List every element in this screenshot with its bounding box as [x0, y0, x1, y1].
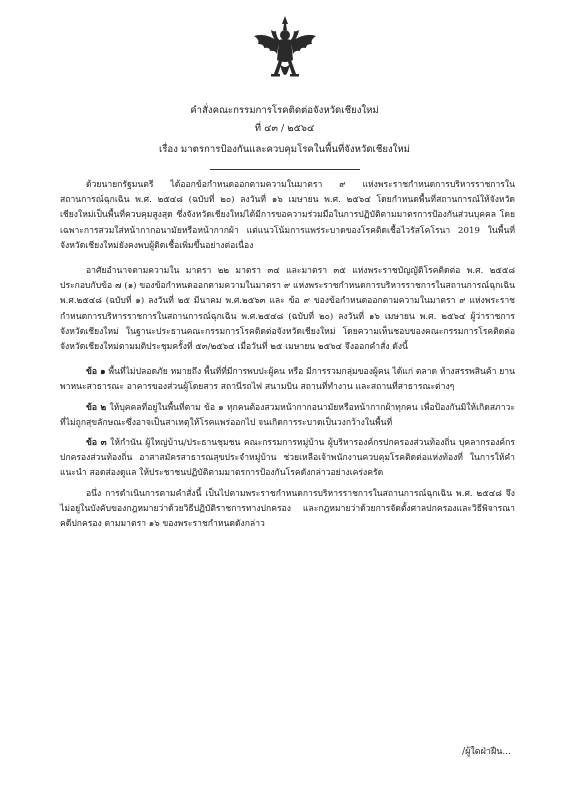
- closing-paragraph: อนึ่ง การดำเนินการตามคำสั่งนี้ เป็นไปตามพระราชกำหนดการบริหารราชการในสถานการณ์ฉุกเฉิน พ.ศ. ๒๕๔๘ จึงไม่อยู่ในบังคับของกฎหมายว่าด้วยวิธีปฏิบัติราชการทางปกครอง และกฎหมายว่าด้วยการจัดตั้งศาลปกครองและวิธีพิจารณาคดีปกครอง ตามมาตรา ๑๖ ของพระราชกำหนดดังกล่าว: [60, 488, 515, 530]
- order-number: ที่ ๔๓ / ๒๕๖๔: [254, 123, 315, 134]
- clause-2-text: ให้บุคคลที่อยู่ในพื้นที่ตาม ข้อ ๑ ทุกคนต้องสวมหน้ากากอนามัยหรือหน้ากากผ้าทุกคน เพื่อป้องกันมิให้เกิดสภาวะที่ไม่ถูกสุขลักษณะซึ่งอาจเป็นสาเหตุให้โรคแพร่ออกไป จนเกิดการระบาดเป็นวงกว้างในพื้นที่: [60, 402, 515, 428]
- clause-1-text: พื้นที่ไม่ปลอดภัย หมายถึง พื้นที่ที่มีการพบปะผู้คน หรือ มีการรวมกลุ่มของผู้คน ได้แก่ ตลาด ห้างสรรพสินค้า ยานพาหนะสาธารณะ อาคารของส่วนผู้โดยสาร สถานีรถไฟ สนามบิน สถานที่ทำงาน และสถานที่สาธารณะต่างๆ: [60, 367, 515, 393]
- clause-2-label: ข้อ ๒: [86, 402, 107, 413]
- authority-paragraph: อาศัยอำนาจตามความใน มาตรา ๒๒ มาตรา ๓๔ และมาตรา ๓๕ แห่งพระราชบัญญัติโรคติดต่อ พ.ศ. ๒๕๕๘ ประกอบกับข้อ ๗ (๑) ของข้อกำหนดออกตามความในมาตรา ๙ แห่งพระราชกำหนดการบริหารราชการในสถานการณ์ฉุกเฉิน พ.ศ.๒๕๔๘ (ฉบับที่ ๑) ลงวันที่ ๒๕ มีนาคม พ.ศ.๒๕๖๓ และ ข้อ ๙ ของข้อกำหนดออกตามความในมาตรา ๙ แห่งพระราชกำหนดการบริหารราชการในสถานการณ์ฉุกเฉิน พ.ศ.๒๕๔๘ (ฉบับที่ ๒๐) ลงวันที่ ๑๖ เมษายน พ.ศ. ๒๕๖๔ ผู้ว่าราชการจังหวัดเชียงใหม่ ในฐานะประธานคณะกรรมการโรคติดต่อจังหวัดเชียงใหม่ โดยความเห็นชอบของคณะกรรมการโรคติดต่อจังหวัดเชียงใหม่ตามมติประชุมครั้งที่ ๕๓/๒๕๖๔ เมื่อวันที่ ๒๕ เมษายน ๒๕๖๔ จึงออกคำสั่ง ดังนี้: [60, 266, 515, 353]
- clause-2: [60, 401, 515, 431]
- document-body: [60, 178, 515, 537]
- order-subject: เรื่อง มาตรการป้องกันและควบคุมโรคในพื้นที่จังหวัดเชียงใหม่: [159, 144, 410, 155]
- continuation-marker: /ผู้ใดฝ่าฝืน...: [462, 747, 511, 757]
- garuda-emblem-icon: [252, 14, 318, 88]
- clause-3: [60, 436, 515, 482]
- document-title: คำสั่งคณะกรรมการโรคติดต่อจังหวัดเชียงใหม่: [190, 105, 379, 116]
- clause-1: [60, 365, 515, 395]
- clause-3-text: ให้กำนัน ผู้ใหญ่บ้าน/ประธานชุมชน คณะกรรมการหมู่บ้าน ผู้บริหารองค์กรปกครองส่วนท้องถิ่น บุคลากรองค์กรปกครองส่วนท้องถิ่น อาสาสมัครสาธารณสุขประจำหมู่บ้าน ช่วยเหลือเจ้าพนักงานควบคุมโรคติดต่อแห่งท้องที่ ในการให้คำแนะนำ สอดส่องดูแล ให้ประชาชนปฏิบัติตามมาตรการป้องกันโรคดังกล่าวอย่างเคร่งครัด: [60, 438, 515, 479]
- clause-3-label: ข้อ ๓: [86, 438, 107, 449]
- preamble-paragraph: ด้วยนายกรัฐมนตรี ได้ออกข้อกำหนดออกตามความในมาตรา ๙ แห่งพระราชกำหนดการบริหารราชการในสถานการณ์ฉุกเฉิน พ.ศ. ๒๕๔๘ (ฉบับที่ ๒๐) ลงวันที่ ๑๖ เมษายน พ.ศ. ๒๕๖๔ โดยกำหนดพื้นที่สถานการณ์ให้จังหวัดเชียงใหม่เป็นพื้นที่ควบคุมสูงสุด ซึ่งจังหวัดเชียงใหม่ได้มีการขอความร่วมมือในการปฏิบัติตามมาตรการป้องกันส่วนบุคคล โดยเฉพาะการสวมใส่หน้ากากอนามัยหรือหน้ากากผ้า แต่แนวโน้มการแพร่ระบาดของโรคติดเชื้อไวรัสโคโรนา 2019 ในพื้นที่จังหวัดเชียงใหม่ยังคงพบผู้ติดเชื้อเพิ่มขึ้นอย่างต่อเนื่อง: [60, 180, 515, 251]
- clause-1-label: ข้อ ๑: [86, 367, 106, 378]
- header-divider: [210, 169, 360, 170]
